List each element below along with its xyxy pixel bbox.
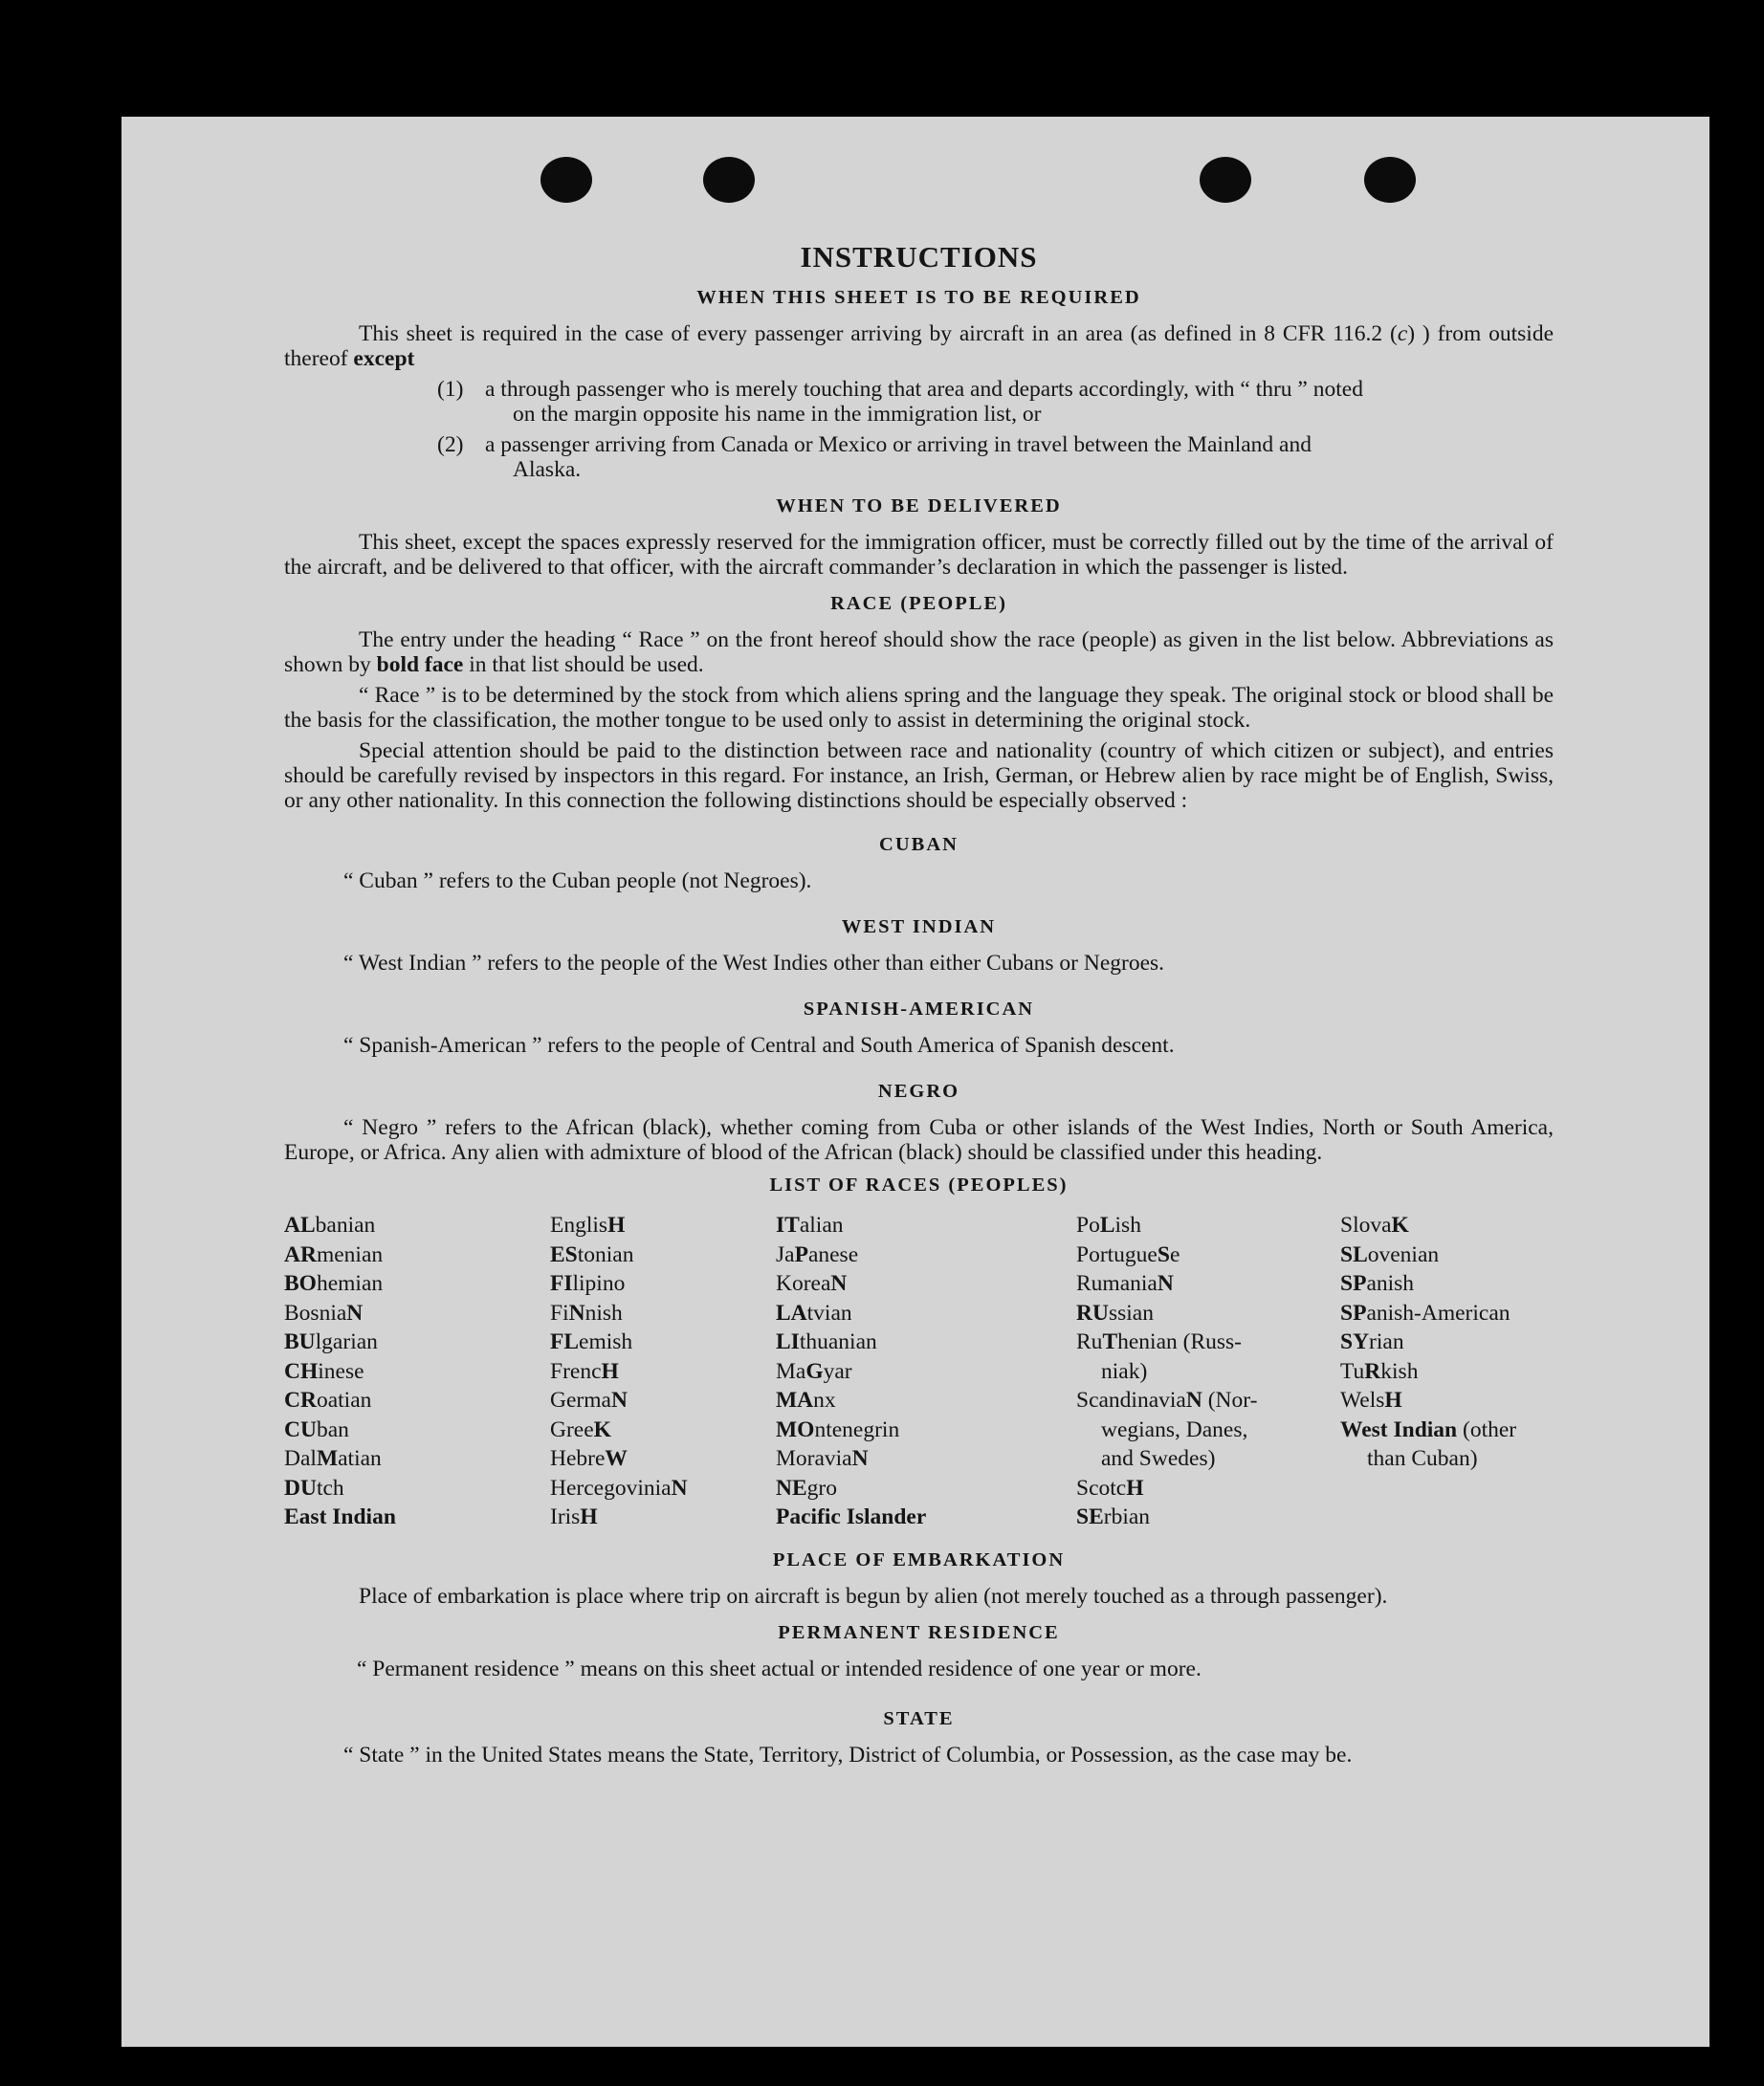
race-entry: SPanish xyxy=(1340,1271,1415,1296)
race-entry: HebreW xyxy=(550,1446,628,1471)
race-entry: EnglisH xyxy=(550,1213,626,1238)
negro-text: “ Negro ” refers to the African (black), whether coming from Cuba or other islands of the West Indies, North or South America, Europe, or Africa. Any alien with admixture of blood of the African (black) should be classified under this heading. xyxy=(284,1115,1554,1165)
heading-list-of-races: LIST OF RACES (PEOPLES) xyxy=(769,1175,1069,1196)
punch-hole xyxy=(1200,157,1251,203)
heading-race: RACE (PEOPLE) xyxy=(830,593,1007,614)
heading-negro: NEGRO xyxy=(877,1081,960,1102)
race-entry: PortugueSe xyxy=(1076,1241,1180,1267)
race-entry: GermaN xyxy=(550,1388,628,1413)
race-entry: West Indian (other xyxy=(1340,1416,1517,1442)
page-title: INSTRUCTIONS xyxy=(800,240,1038,274)
race-entry: ScotcH xyxy=(1076,1475,1144,1501)
races-column xyxy=(550,1211,776,1532)
race-entry: SPanish-American xyxy=(1340,1300,1510,1326)
race-entry: SErbian xyxy=(1076,1504,1151,1529)
punch-hole xyxy=(540,157,592,203)
residence-text: “ Permanent residence ” means on this sheet actual or intended residence of one year or more. xyxy=(357,1656,1202,1681)
race-entry: HercegoviniaN xyxy=(550,1475,688,1501)
race-entry: EStonian xyxy=(550,1241,634,1267)
race-entry: TuRkish xyxy=(1340,1358,1419,1384)
races-table xyxy=(284,1211,1554,1532)
race-entry: BosniaN xyxy=(284,1300,364,1326)
race-entry: CRoatian xyxy=(284,1388,372,1413)
race-entry: ScandinaviaN (Nor- xyxy=(1076,1388,1258,1413)
race-entry: MAnx xyxy=(776,1388,836,1413)
race-entry: NEgro xyxy=(776,1475,837,1501)
race-entry: BOhemian xyxy=(284,1271,384,1296)
race-entry: LIthuanian xyxy=(776,1329,877,1354)
race-entry: SlovaK xyxy=(1340,1213,1409,1238)
race-entry: SYrian xyxy=(1340,1329,1404,1354)
race-paragraph-3: Special attention should be paid to the distinction between race and nationality (country of which citizen or subject), and entries should be carefully revised by inspectors in this regard. For instance, an Irish, German, or Hebrew alien by race might be of English, Swiss, or any other nationality. In this connection the following distinctions should be especially observed : xyxy=(284,738,1554,813)
race-entry: RUssian xyxy=(1076,1300,1154,1326)
heading-delivered: WHEN TO BE DELIVERED xyxy=(776,495,1062,516)
race-entry: GreeK xyxy=(550,1416,611,1442)
race-entry: MOntenegrin xyxy=(776,1416,900,1442)
race-entry: niak) xyxy=(1101,1358,1148,1384)
embarkation-text: Place of embarkation is place where trip on aircraft is begun by alien (not merely touched as a through passenger). xyxy=(359,1583,1388,1609)
race-entry: DalMatian xyxy=(284,1446,382,1471)
race-entry: MaGyar xyxy=(776,1358,852,1384)
race-entry: ITalian xyxy=(776,1213,844,1238)
heading-state: STATE xyxy=(883,1707,955,1729)
spanish-american-text: “ Spanish-American ” refers to the people of Central and South America of Spanish descent. xyxy=(343,1033,1175,1058)
race-entry: KoreaN xyxy=(776,1271,848,1296)
race-paragraph-1: The entry under the heading “ Race ” on the front hereof should show the race (people) as given in the list below. Abbreviations as shown by bold face in that list should be used. xyxy=(284,627,1554,677)
punch-hole xyxy=(1364,157,1416,203)
cuban-text: “ Cuban ” refers to the Cuban people (not Negroes). xyxy=(343,868,812,893)
race-entry: ALbanian xyxy=(284,1213,376,1238)
race-entry: MoraviaN xyxy=(776,1446,869,1471)
race-entry: BUlgarian xyxy=(284,1329,378,1354)
race-entry: CHinese xyxy=(284,1358,364,1384)
exception-item: (2) a passenger arriving from Canada or Mexico or arriving in travel between the Mainland and Alaska. xyxy=(437,432,1312,482)
race-entry: JaPanese xyxy=(776,1241,859,1267)
races-column xyxy=(1340,1211,1554,1532)
race-entry: FIlipino xyxy=(550,1271,626,1296)
instructions-body xyxy=(284,241,1554,1768)
race-entry: FLemish xyxy=(550,1329,633,1354)
west-indian-text: “ West Indian ” refers to the people of the West Indies other than either Cubans or Negroes. xyxy=(343,951,1165,976)
race-entry: ARmenian xyxy=(284,1241,384,1267)
race-entry: IrisH xyxy=(550,1504,598,1529)
document-sheet xyxy=(121,117,1709,2047)
races-column xyxy=(776,1211,1076,1532)
heading-spanish-american: SPANISH-AMERICAN xyxy=(803,999,1035,1020)
exception-item: (1) a through passenger who is merely touching that area and departs accordingly, with “ thru ” noted on the margin opposite his name in the immigration list, or xyxy=(437,377,1363,427)
race-entry: PoLish xyxy=(1076,1213,1141,1238)
required-intro: This sheet is required in the case of every passenger arriving by aircraft in an area (as defined in 8 CFR 116.2 (c) ) from outside thereof except xyxy=(284,321,1555,371)
race-entry: CUban xyxy=(284,1416,349,1442)
race-entry: and Swedes) xyxy=(1101,1446,1216,1471)
heading-embarkation: PLACE OF EMBARKATION xyxy=(772,1548,1066,1570)
race-entry: East Indian xyxy=(284,1504,396,1529)
race-entry: WelsH xyxy=(1340,1388,1402,1413)
race-entry: LAtvian xyxy=(776,1300,852,1326)
state-text: “ State ” in the United States means the State, Territory, District of Columbia, or Possession, as the case may be. xyxy=(343,1742,1353,1768)
heading-residence: PERMANENT RESIDENCE xyxy=(778,1621,1060,1643)
race-entry: RumaniaN xyxy=(1076,1271,1174,1296)
race-entry: DUtch xyxy=(284,1475,344,1501)
heading-cuban: CUBAN xyxy=(879,834,959,855)
heading-west-indian: WEST INDIAN xyxy=(841,916,997,937)
delivered-text: This sheet, except the spaces expressly reserved for the immigration officer, must be correctly filled out by the time of the arrival of the aircraft, and be delivered to that officer, with the aircraft commander’s declaration in which the passenger is listed. xyxy=(284,530,1554,580)
race-entry: RuThenian (Russ- xyxy=(1076,1329,1243,1354)
heading-required: WHEN THIS SHEET IS TO BE REQUIRED xyxy=(696,287,1141,308)
race-entry: than Cuban) xyxy=(1367,1446,1478,1471)
race-entry: FiNnish xyxy=(550,1300,623,1326)
race-paragraph-2: “ Race ” is to be determined by the stock from which aliens spring and the language they speak. The original stock or blood shall be the basis for the classification, the mother tongue to be used only to assist in determining the original stock. xyxy=(284,683,1554,733)
race-entry: SLovenian xyxy=(1340,1241,1440,1267)
races-column xyxy=(1076,1211,1340,1532)
race-entry: FrencH xyxy=(550,1358,619,1384)
race-entry: wegians, Danes, xyxy=(1101,1416,1248,1442)
races-column xyxy=(284,1211,550,1532)
race-entry: Pacific Islander xyxy=(776,1504,927,1529)
punch-hole xyxy=(703,157,755,203)
